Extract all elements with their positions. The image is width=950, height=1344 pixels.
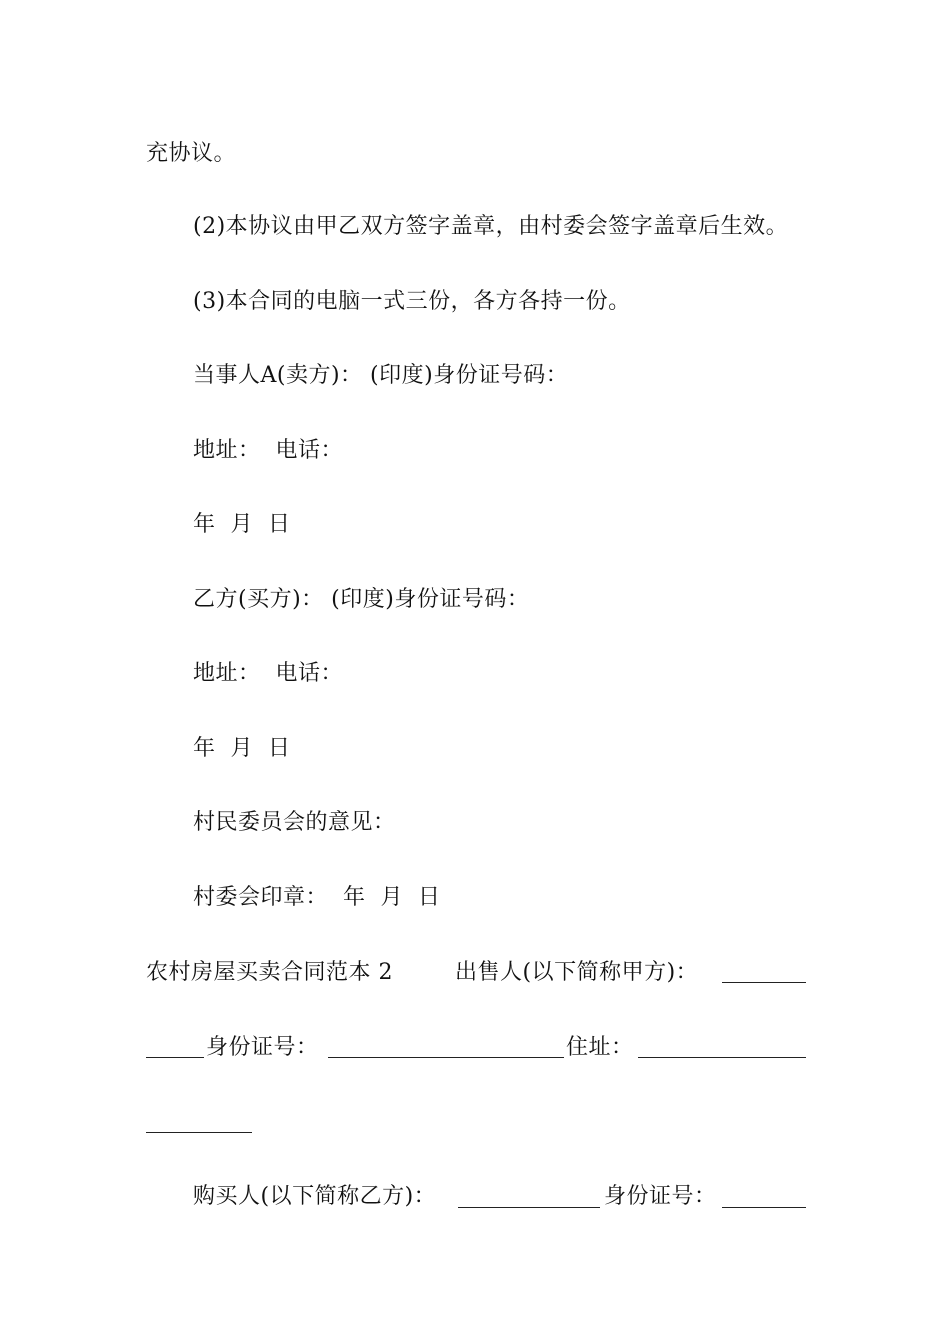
contract-sample-2-title: 农村房屋买卖合同范本 2 [146,960,393,985]
buyer-name-blank [458,1187,600,1208]
buyer-id-blank [722,1187,806,1208]
party-b-buyer-line: 乙方(买方)： (印度)身份证号码： [193,587,530,612]
seller-address-blank [638,1037,806,1058]
buyer-label: 购买人(以下简称乙方)： [193,1184,437,1209]
seller-name-blank-continued [146,1037,204,1058]
village-committee-seal-date: 村委会印章： 年 月 日 [193,885,441,910]
village-committee-opinion: 村民委员会的意见： [193,810,396,835]
seller-id-blank [328,1037,564,1058]
party-a-seller-line: 当事人A(卖方)： (印度)身份证号码： [193,363,569,388]
clause-3: (3)本合同的电脑一式三份，各方各持一份。 [193,289,631,314]
paragraph-continuation: 充协议。 [146,141,237,166]
clause-2: (2)本协议由甲乙双方签字盖章，由村委会签字盖章后生效。 [193,214,789,239]
seller-id-label: 身份证号： [206,1035,319,1060]
party-b-date: 年 月 日 [193,736,291,761]
seller-address-blank-continued [146,1112,252,1133]
buyer-id-label: 身份证号： [604,1184,717,1209]
party-a-date: 年 月 日 [193,512,291,537]
party-a-address-phone: 地址： 电话： [193,438,343,463]
seller-address-label: 住址： [566,1035,634,1060]
seller-label: 出售人(以下简称甲方)： [455,960,699,985]
party-b-address-phone: 地址： 电话： [193,661,343,686]
seller-name-blank [722,962,806,983]
